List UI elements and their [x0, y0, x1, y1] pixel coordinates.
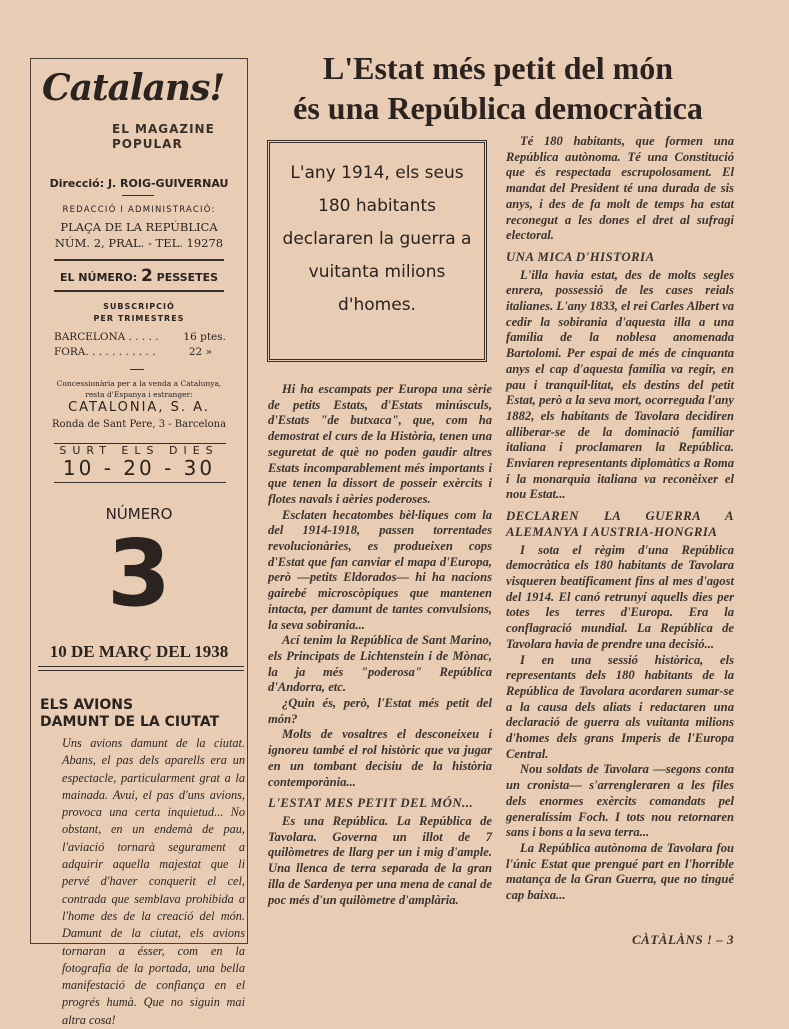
article-paragraph: ¿Quin és, però, l'Estat més petit del món? [268, 696, 492, 726]
article-paragraph: Hi ha escampats per Europa una sèrie de petits Estats, d'Estats minúsculs, d'Estats "de butxaca", que, com ha demostrat el curs de la Història, tenen una seguretat de què no poden gaudir altres Estats incomparablement més importants i que tenen la dissort de posseir exèrcits i flotes navals i aèries poderoses. [268, 382, 492, 506]
article-paragraph: I sota el règim d'una República democràtica els 180 habitants de Tavolara visqueren beatíficament fins al mes d'agost del 1914. El canó retrunyí aquells dies per totes les terres d'Europa. Era la conflagració mundial. La República de Tavolara havia de prendre una decisió... [506, 542, 734, 651]
issue-days-label: SURT ELS DIES [59, 444, 219, 457]
distributor-address: Ronda de Sant Pere, 3 - Barcelona [51, 419, 227, 430]
address [32, 219, 246, 251]
price [32, 266, 246, 286]
section-subheading: UNA MICA D'HISTORIA [506, 249, 655, 264]
article-column-1 [268, 382, 492, 908]
subscription [32, 301, 246, 325]
article-paragraph: Molts de vosaltres el desconeixeu i ignoreu també el rol històric que va jugar en un tombant decisiu de la història contemporània... [268, 727, 492, 789]
issue-number: 3 [106, 520, 171, 627]
price-value: 2 [140, 266, 153, 286]
rate-price: 22 » [188, 346, 212, 358]
subscription-line: PER TRIMESTRES [93, 314, 185, 323]
magazine-logo: Catalans! [42, 67, 225, 109]
rates-table [54, 330, 226, 360]
concession [32, 378, 246, 400]
issue-date: 10 DE MARÇ DEL 1938 [49, 642, 229, 661]
article-headline [258, 48, 738, 128]
article-paragraph: Esclaten hecatombes bèl·liques com la del 1914-1918, passen torrentades revolucionàries, es produeixen cops d'Estat que fan canviar el mapa d'Europa, però —petits Eldorados— hi ha nacions gairebé microscòpiques que mantenen intacta, per damunt de tantes convulsions, la seva sobirania... [268, 507, 492, 632]
article-paragraph: Té 180 habitants, que formen una República autònoma. Té una Constitució que és respectada escrupolosament. El mandat del President té una durada de sis anys, i des de fa molt de temps ha estat reconegut a les dones el dret al sufragi electoral. [506, 134, 734, 243]
rate-row [54, 345, 226, 360]
address-line: NÚM. 2, PRAL. - TEL. 19278 [54, 236, 224, 250]
tagline-line: POPULAR [112, 137, 183, 151]
pull-quote: L'any 1914, els seus 180 habitants declararen la guerra a vuitanta milions d'homes. [267, 140, 487, 362]
concession-line: resta d'Espanya i estranger: [85, 390, 193, 399]
section-subheading: DECLAREN LA GUERRA A ALEMANYA I AUSTRIA-HONGRIA [506, 509, 734, 539]
rate-row [54, 330, 226, 345]
admin-label: REDACCIÓ I ADMINISTRACIÓ: [62, 205, 216, 215]
aside-title-line: ELS AVIONS [40, 697, 134, 713]
article-paragraph: L'illa havia estat, des de molts segles enrera, possessió de les cases reials italianes. L'any 1833, el rei Carles Albert va cedir la sobirania d'aquesta illa a una família de la noblesa anomenada Bartolomi. Per espai de més de cinquanta anys el cap d'aquesta família va regir, en pau i tranquil·litat, els destins del petit Estat, però a la seva mort, ocorreguda l'any 1882, els habitants de Tavolara decidiren alliberar-se de la dominació familiar italiana i proclamaren la República. Enviaren representants diplomàtics a Roma i la monarquia italiana va reconèixer el nou Estat... [506, 267, 734, 502]
page-footer: CÀTÀLÀNS ! – 3 [632, 931, 734, 947]
number-label: NÚMERO [105, 505, 173, 523]
section-subheading: L'ESTAT MES PETIT DEL MÓN... [268, 796, 474, 811]
headline-line: L'Estat més petit del món [322, 50, 674, 86]
concession-line: Concessionària per a la venda a Catalunya, [56, 379, 222, 388]
article-paragraph: La República autònoma de Tavolara fou l'únic Estat que prengué part en l'horrible matança de la Gran Guerra, que no tingué cap baixa... [506, 840, 734, 903]
aside-text: Uns avions damunt de la ciutat. Abans, el pas dels aparells era un espectacle, particularment grat a la mainada. Avui, el pas d'uns avions, provoca una certa inquietud... No obstant, en un endemà de pau, l'aviació tornarà segurament a adquirir aquella majestat que li pervé d'haver conquerit el cel, contrada que semblava prohibida a l'home des de la creació del món. Damunt de la ciutat, els avions tornaran a ésser, com en la fotografia de la portada, una bella manifestació de confiança en el progrés humà. Que no siguin mai altra cosa! [62, 736, 245, 1027]
distributor: CATALONIA, S. A. [68, 400, 210, 415]
rate-place: FORA. . . . . . . . . . . [54, 346, 156, 358]
article-paragraph: Ací tenim la República de Sant Marino, els Principats de Lichtenstein i de Mònac, la ja més "poderosa" República d'Andorra, etc. [268, 633, 492, 695]
director: Direcció: J. ROIG-GUIVERNAU [49, 177, 229, 190]
rate-place: BARCELONA . . . . . [54, 331, 159, 343]
right-column-wrapper [506, 134, 734, 947]
subscription-line: SUBSCRIPCIÓ [103, 302, 175, 311]
price-label: EL NÚMERO: [59, 271, 138, 284]
headline-line: és una República democràtica [293, 90, 703, 126]
price-unit: PESSETES [156, 271, 219, 284]
issue-days: 10 - 20 - 30 [62, 456, 216, 480]
article-paragraph: Nou soldats de Tavolara —segons conta un cronista— s'arrengleraren a les files dels enormes exèrcits comandats pel generalíssim Foch. I tots nou retornaren sans i bons a la seva terra... [506, 762, 734, 840]
tagline-line: EL MAGAZINE [112, 122, 215, 136]
article-paragraph: I en una sessió històrica, els representants dels 180 habitants de la República de Tavolara acordaren sumar-se a la causa dels aliats i redactaren una declaració de guerra als vuitanta milions d'homes dels grans Imperis de l'Europa Central. [506, 652, 734, 761]
article-paragraph: Es una República. La República de Tavolara. Governa un illot de 7 quilòmetres de llarg per un i mig d'ample. Una llenca de terra separada de la gran illa de Sardenya per una mena de canal de poc més d'un quilòmetre d'amplària. [268, 813, 492, 907]
aside-title [40, 697, 219, 731]
article-column-2 [506, 134, 734, 904]
address-line: PLAÇA DE LA REPÚBLICA [60, 220, 218, 234]
aside-title-line: DAMUNT DE LA CIUTAT [40, 714, 220, 730]
rate-price: 16 ptes. [183, 331, 226, 343]
tagline [112, 122, 215, 152]
